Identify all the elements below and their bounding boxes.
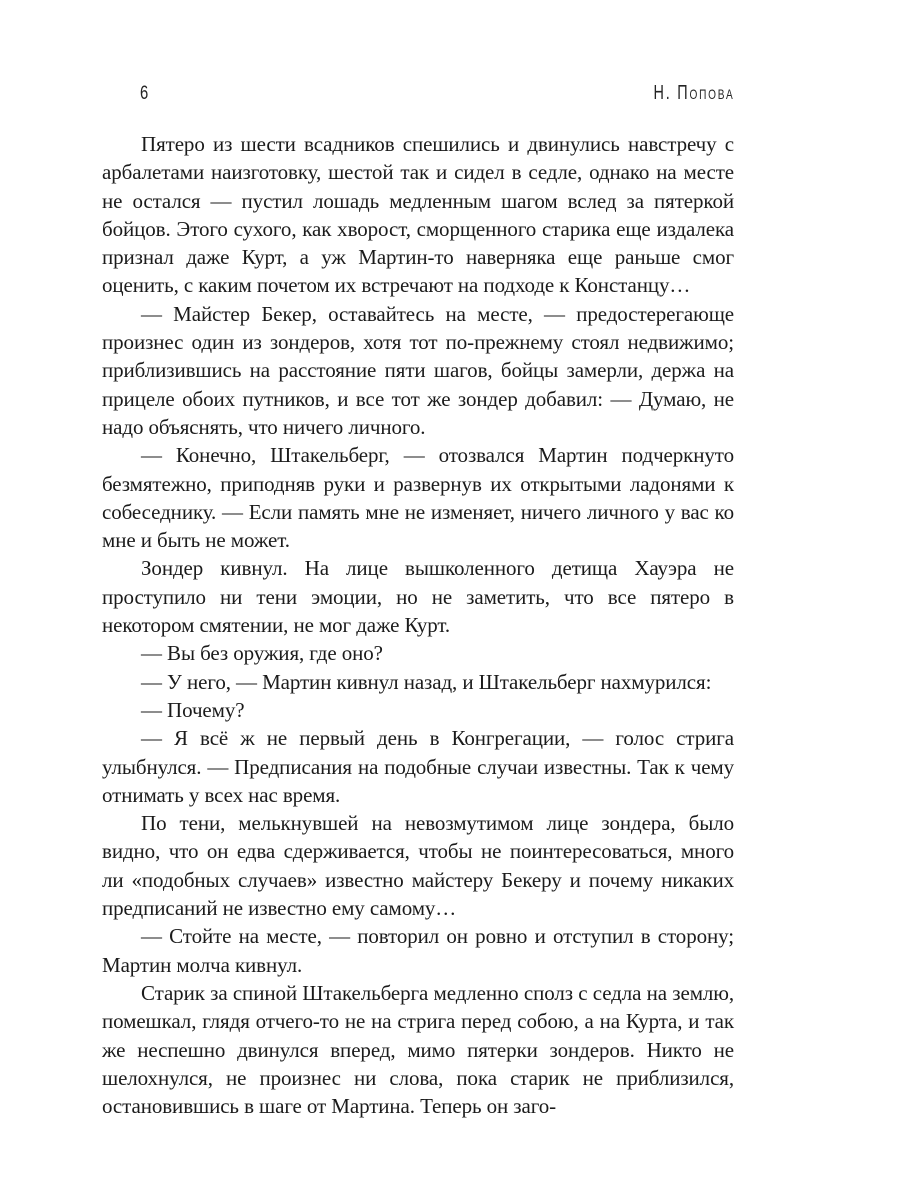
paragraph: Пятеро из шести всадников спешились и двинулись навстречу с арбалетами наизготовку, шестой так и сидел в седле, однако на месте не остался — пустил лошадь медленным шагом вслед за пятеркой бойцов. Этого сухого, как хворост, сморщенного старика еще издалека признал даже Курт, а уж Мартин-то наверняка еще раньше смог оценить, с каким почетом их встречают на подходе к Констанцу…: [102, 132, 734, 298]
paragraph: — Конечно, Штакельберг, — отозвался Мартин подчеркнуто безмятежно, приподняв руки и развернув их открытыми ладонями к собеседнику. — Если память мне не изменяет, ничего личного у вас ко мне и быть не может.: [102, 443, 734, 553]
paragraph: Зондер кивнул. На лице вышколенного детища Хауэра не проступило ни тени эмоции, но не заметить, что все пятеро в некотором смятении, не мог даже Курт.: [102, 556, 734, 638]
paragraph: — Я всё ж не первый день в Конгрегации, — голос стрига улыбнулся. — Предписания на подобные случаи известны. Так к чему отнимать у всех нас время.: [102, 726, 734, 807]
page-header: [102, 82, 734, 105]
running-head-author: Н. Попова: [653, 82, 734, 104]
paragraph: — Вы без оружия, где оно?: [141, 641, 383, 666]
page-body: [102, 130, 734, 1120]
paragraph: Старик за спиной Штакельберга медленно сполз с седла на землю, помешкал, глядя отчего-то не на стрига перед собою, а на Курта, и так же неспешно двинулся вперед, мимо пятерки зондеров. Никто не шелохнулся, не произнес ни слова, пока старик не приблизился, остановившись в шаге от Мартина. Теперь он заго-: [102, 980, 734, 1119]
paragraph: — У него, — Мартин кивнул назад, и Штакельберг нахмурился:: [141, 669, 712, 694]
paragraph: — Майстер Бекер, оставайтесь на месте, — предостерегающе произнес один из зондеров, хотя тот по-прежнему стоял недвижимо; приблизившись на расстояние пяти шагов, бойцы замерли, держа на прицеле обоих путников, и все тот же зондер добавил: — Думаю, не надо объяснять, что ничего личного.: [102, 301, 734, 439]
paragraph: — Почему?: [141, 697, 245, 722]
page-number: 6: [140, 83, 149, 104]
paragraph: — Стойте на месте, — повторил он ровно и отступил в сторону; Мартин молча кивнул.: [102, 924, 734, 977]
paragraph: По тени, мелькнувшей на невозмутимом лице зондера, было видно, что он едва сдерживается, чтобы не поинтересоваться, много ли «подобных случаев» известно майстеру Бекеру и почему никаких предписаний не известно ему самому…: [102, 811, 734, 921]
